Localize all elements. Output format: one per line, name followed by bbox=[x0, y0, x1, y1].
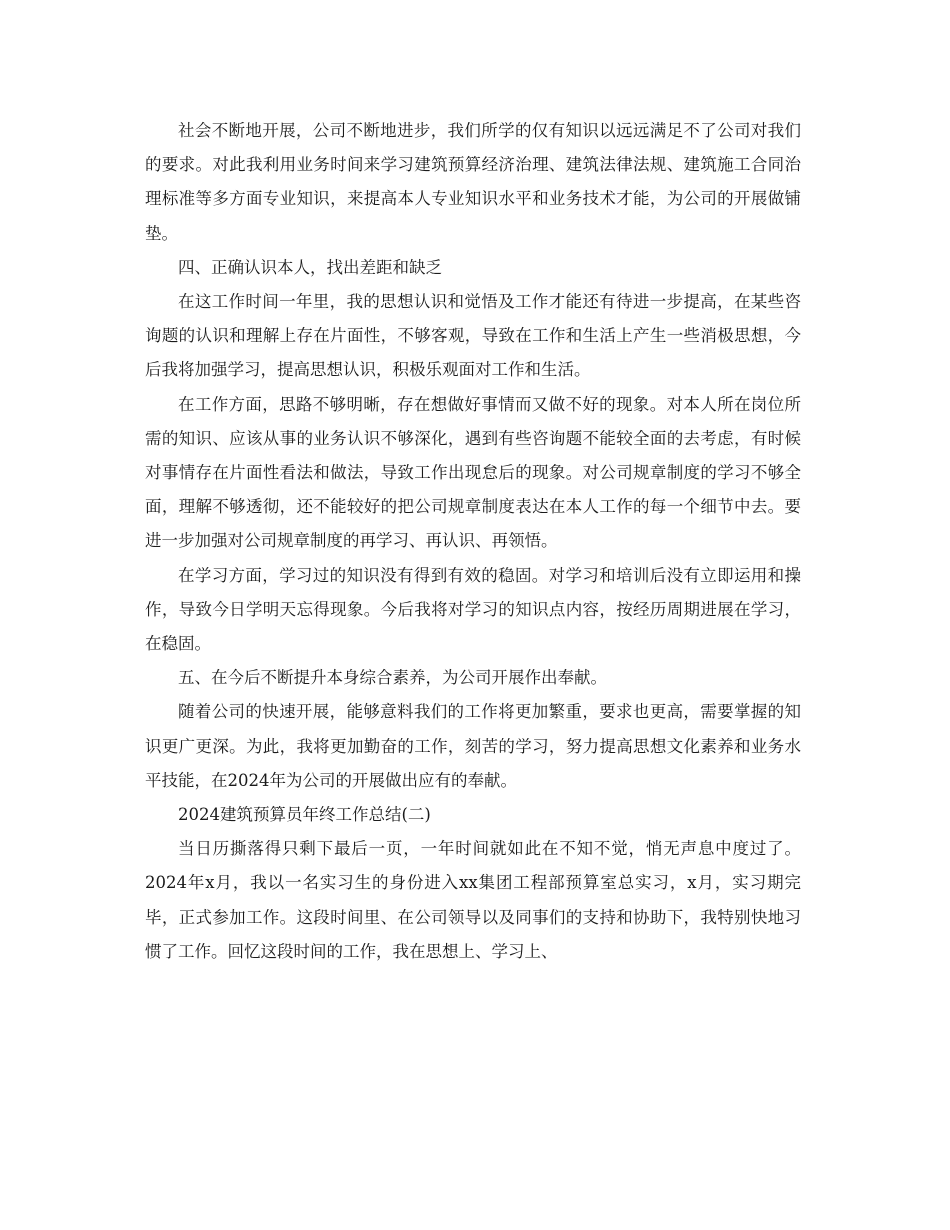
document-subtitle: 2024建筑预算员年终工作总结(二) bbox=[178, 805, 431, 825]
document-body bbox=[145, 114, 801, 969]
paragraph-internship: 当日历撕落得只剩下最后一页，一年时间就如此在不知不觉，悄无声息中度过了。2024年x月，我以一名实习生的身份进入xx集团工程部预算室总实习，x月，实习期完毕，正式参加工作。这段时间里、在公司领导以及同事们的支持和协助下，我特别快地习惯了工作。回忆这段时间的工作，我在思想上、学习上、 bbox=[145, 839, 801, 961]
paragraph-self-study: 社会不断地开展，公司不断地进步，我们所学的仅有知识以远远满足不了公司对我们的要求。对此我利用业务时间来学习建筑预算经济治理、建筑法律法规、建筑施工合同治理标准等多方面专业知识，来提高本人专业知识水平和业务技术才能，为公司的开展做铺垫。 bbox=[145, 121, 801, 243]
section-heading-four: 四、正确认识本人，找出差距和缺乏 bbox=[178, 257, 442, 277]
paragraph-work-aspect: 在工作方面，思路不够明晰，存在想做好事情而又做不好的现象。对本人所在岗位所需的知识、应该从事的业务认识不够深化，遇到有些咨询题不能较全面的去考虑，有时候对事情存在片面性看法和做法，导致工作出现怠后的现象。对公司规章制度的学习不够全面，理解不够透彻，还不能较好的把公司规章制度表达在本人工作的每一个细节中去。要进一步加强对公司规章制度的再学习、再认识、再领悟。 bbox=[145, 394, 801, 551]
paragraph-self-awareness: 在这工作时间一年里，我的思想认识和觉悟及工作才能还有待进一步提高，在某些咨询题的认识和理解上存在片面性，不够客观，导致在工作和生活上产生一些消极思想，今后我将加强学习，提高思想认识，积极乐观面对工作和生活。 bbox=[145, 292, 801, 380]
paragraph-study-aspect: 在学习方面，学习过的知识没有得到有效的稳固。对学习和培训后没有立即运用和操作，导致今日学明天忘得现象。今后我将对学习的知识点内容，按经历周期进展在学习，在稳固。 bbox=[145, 565, 801, 654]
paragraph-future-plan: 随着公司的快速开展，能够意料我们的工作将更加繁重，要求也更高，需要掌握的知识更广更深。为此，我将更加勤奋的工作，刻苦的学习，努力提高思想文化素养和业务水平技能，在2024年为公司的开展做出应有的奉献。 bbox=[145, 702, 801, 790]
section-heading-five: 五、在今后不断提升本身综合素养，为公司开展作出奉献。 bbox=[178, 668, 607, 688]
